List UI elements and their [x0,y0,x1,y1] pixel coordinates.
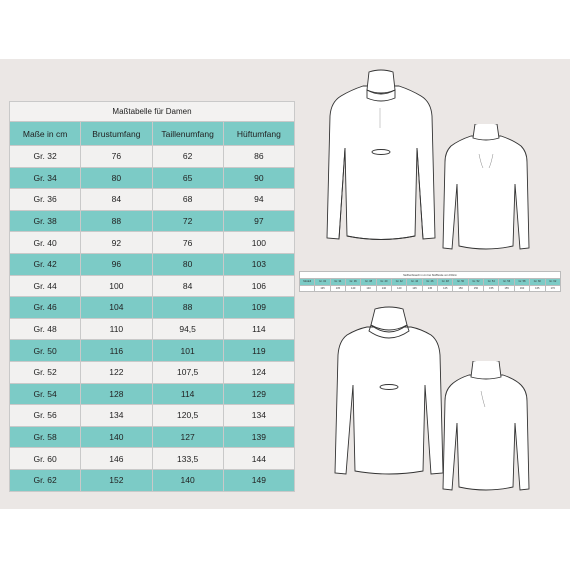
fabric-usage-size: Gr. 44 [407,279,422,286]
size-row [10,405,295,427]
size-cell: 76 [152,232,223,254]
size-cell: 149 [223,469,294,491]
size-cell: 133,5 [152,448,223,470]
fabric-usage-value: 140 [376,285,391,292]
size-cell: 140 [81,426,152,448]
size-cell: 122 [81,361,152,383]
size-cell: 94,5 [152,318,223,340]
size-table-title: Maßtabelle für Damen [10,102,295,122]
size-cell: 128 [81,383,152,405]
size-cell: 94 [223,189,294,211]
size-cell: 129 [223,383,294,405]
fabric-usage-size: Gr. 62 [545,279,561,286]
size-row [10,361,295,383]
size-cell: 152 [81,469,152,491]
size-cell: 72 [152,210,223,232]
size-cell: 106 [223,275,294,297]
fabric-usage-size: Gr. 60 [530,279,545,286]
size-cell: 84 [81,189,152,211]
size-row [10,275,295,297]
size-cell: 104 [81,297,152,319]
size-cell: 134 [223,405,294,427]
header-cell: Hüftumfang [223,122,294,146]
fabric-usage-title: Stoffverbrauch in cm bei Stoffbreite von 150cm [300,272,561,279]
size-cell: Gr. 34 [10,167,81,189]
size-cell: 84 [152,275,223,297]
size-cell: 140 [152,469,223,491]
size-row [10,448,295,470]
fabric-usage-value: 145 [422,285,437,292]
fabric-usage-value: 150 [453,285,468,292]
fabric-usage-blank [300,285,315,292]
fabric-usage-value: 170 [545,285,561,292]
size-cell: 68 [152,189,223,211]
size-cell: 100 [223,232,294,254]
size-cell: 116 [81,340,152,362]
fabric-usage-size: Gr. 42 [392,279,407,286]
size-cell: 86 [223,146,294,168]
fabric-usage-value: 160 [514,285,529,292]
fabric-usage-size: Gr. 40 [376,279,391,286]
size-cell: Gr. 62 [10,469,81,491]
size-row [10,253,295,275]
bottom-back-sketch [441,361,531,496]
fabric-usage-value: 140 [392,285,407,292]
fabric-usage-value: 155 [484,285,499,292]
size-cell: 80 [152,253,223,275]
size-row [10,146,295,168]
size-cell: 96 [81,253,152,275]
size-row [10,297,295,319]
fabric-usage-value: 140 [361,285,376,292]
fabric-usage-body [300,272,561,292]
fabric-usage-size: Gr. 34 [330,279,345,286]
fabric-usage-label: Modell [300,279,315,286]
fabric-usage-value: 155 [499,285,514,292]
fabric-usage-value: 140 [346,285,361,292]
header-cell: Brustumfang [81,122,152,146]
size-cell: 109 [223,297,294,319]
fabric-usage-value: 165 [530,285,545,292]
size-row [10,210,295,232]
size-cell: Gr. 48 [10,318,81,340]
fabric-usage-value: 135 [315,285,330,292]
size-row [10,232,295,254]
fabric-usage-value: 145 [407,285,422,292]
size-cell: 107,5 [152,361,223,383]
size-row [10,189,295,211]
size-cell: Gr. 54 [10,383,81,405]
size-cell: 120,5 [152,405,223,427]
size-cell: Gr. 52 [10,361,81,383]
size-row [10,383,295,405]
fabric-usage-size: Gr. 56 [499,279,514,286]
top-front-sketch [323,68,438,248]
size-row [10,167,295,189]
size-cell: 114 [223,318,294,340]
size-cell: 97 [223,210,294,232]
header-cell: Maße in cm [10,122,81,146]
fabric-usage-size: Gr. 36 [346,279,361,286]
size-cell: 144 [223,448,294,470]
size-cell: Gr. 50 [10,340,81,362]
fabric-usage-value: 135 [330,285,345,292]
size-cell: Gr. 42 [10,253,81,275]
fabric-usage-value: 145 [438,285,453,292]
size-cell: 114 [152,383,223,405]
size-cell: Gr. 46 [10,297,81,319]
size-cell: Gr. 40 [10,232,81,254]
bottom-front-sketch [331,305,446,480]
size-cell: 62 [152,146,223,168]
fabric-usage-size: Gr. 52 [468,279,483,286]
header-cell: Taillenumfang [152,122,223,146]
size-table-header [10,122,295,146]
top-back-sketch [441,124,531,256]
size-cell: 134 [81,405,152,427]
size-cell: 103 [223,253,294,275]
size-cell: 124 [223,361,294,383]
size-cell: 88 [81,210,152,232]
fabric-usage-table [299,271,561,292]
fabric-usage-size: Gr. 50 [453,279,468,286]
fabric-usage-size: Gr. 46 [422,279,437,286]
size-table [9,101,295,492]
size-cell: 146 [81,448,152,470]
size-cell: 101 [152,340,223,362]
size-table-body [10,146,295,492]
size-cell: 88 [152,297,223,319]
size-cell: 90 [223,167,294,189]
fabric-usage-size: Gr. 48 [438,279,453,286]
size-cell: 65 [152,167,223,189]
size-cell: Gr. 32 [10,146,81,168]
fabric-usage-size: Gr. 32 [315,279,330,286]
size-cell: Gr. 36 [10,189,81,211]
size-cell: 80 [81,167,152,189]
size-cell: Gr. 44 [10,275,81,297]
fabric-usage-value: 150 [468,285,483,292]
size-row [10,318,295,340]
size-cell: Gr. 58 [10,426,81,448]
size-cell: Gr. 56 [10,405,81,427]
size-row [10,469,295,491]
size-cell: 110 [81,318,152,340]
size-cell: 139 [223,426,294,448]
size-cell: 76 [81,146,152,168]
size-cell: 127 [152,426,223,448]
size-cell: Gr. 38 [10,210,81,232]
fabric-usage-size: Gr. 38 [361,279,376,286]
size-cell: 119 [223,340,294,362]
size-cell: 92 [81,232,152,254]
size-cell: 100 [81,275,152,297]
fabric-usage-size: Gr. 54 [484,279,499,286]
size-row [10,426,295,448]
size-cell: Gr. 60 [10,448,81,470]
fabric-usage-size: Gr. 58 [514,279,529,286]
size-row [10,340,295,362]
